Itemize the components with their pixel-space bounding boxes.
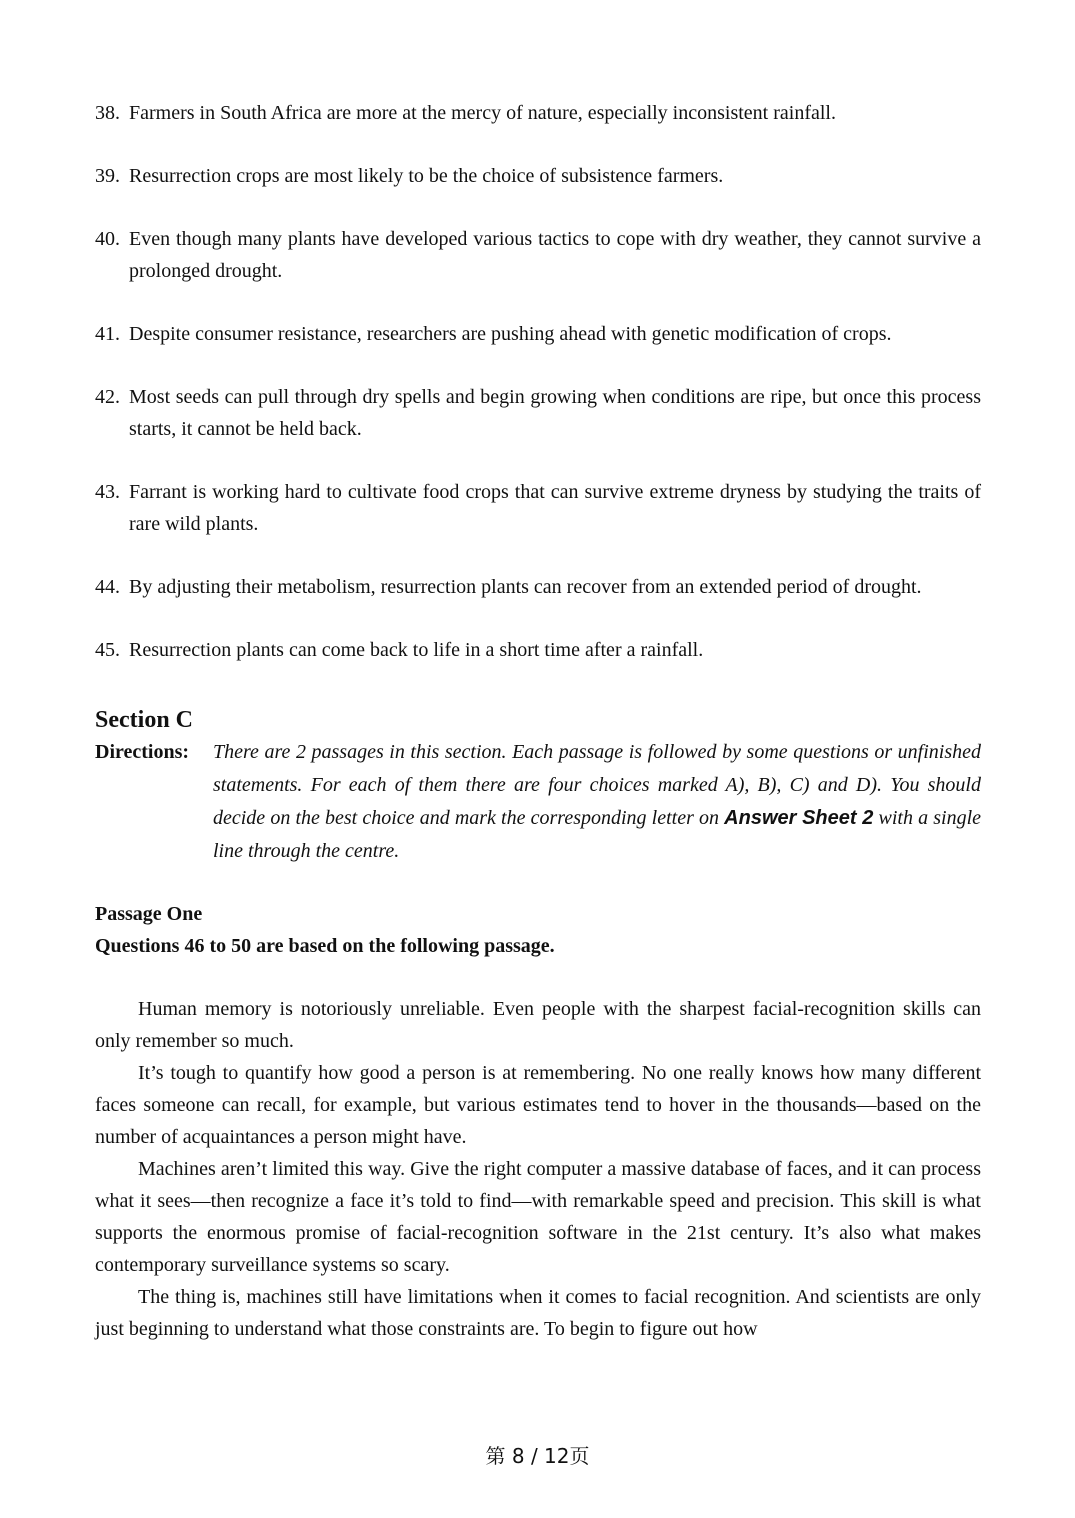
statement-item [95, 97, 981, 129]
passage-paragraph: It’s tough to quantify how good a person is at remembering. No one really knows how many different faces someone can recall, for example, but various estimates tend to hover in the thousands—based on the number of acquaintances a person might have. [95, 1062, 981, 1148]
passage-title: Passage One [95, 903, 203, 925]
directions-text [213, 736, 981, 868]
statement-item [95, 160, 981, 192]
passage-paragraph: Machines aren’t limited this way. Give the right computer a massive database of faces, and it can process what it sees—then recognize a face it’s told to find—with remarkable speed and precision. This skill is what supports the enormous promise of facial-recognition software in the 21st century. It’s also what makes contemporary surveillance systems so scary. [95, 1158, 981, 1276]
statement-text: By adjusting their metabolism, resurrection plants can recover from an extended period of drought. [129, 576, 922, 598]
directions-body: There are 2 passages in this section. Each passage is followed by some questions or unfinished statements. For each of them there are four choices marked A), B), C) and D). You should decide on the best choice and mark the corresponding letter on [213, 741, 981, 829]
directions-tail: with a single line through the centre. [213, 807, 982, 862]
statement-text: Despite consumer resistance, researchers are pushing ahead with genetic modification of crops. [129, 323, 892, 345]
statement-item [95, 571, 981, 603]
passage-subtitle: Questions 46 to 50 are based on the following passage. [95, 935, 555, 957]
passage-paragraph: Human memory is notoriously unreliable. Even people with the sharpest facial-recognition skills can only remember so much. [95, 998, 981, 1052]
statement-item [95, 476, 981, 540]
statement-text: Resurrection crops are most likely to be the choice of subsistence farmers. [129, 165, 724, 187]
statement-number: 42. [95, 386, 120, 408]
statement-text: Farmers in South Africa are more at the mercy of nature, especially inconsistent rainfall. [129, 102, 836, 124]
statement-text: Most seeds can pull through dry spells and begin growing when conditions are ripe, but once this process starts, it cannot be held back. [129, 386, 981, 440]
statement-number: 44. [95, 576, 120, 598]
statement-number: 38. [95, 102, 120, 124]
statement-text: Even though many plants have developed various tactics to cope with dry weather, they cannot survive a prolonged drought. [129, 228, 981, 282]
passage-body [95, 993, 981, 1345]
statement-item [95, 318, 981, 350]
statement-number: 41. [95, 323, 120, 345]
directions-block [95, 736, 981, 868]
statement-number: 45. [95, 639, 120, 661]
statement-item [95, 223, 981, 287]
section-heading: Section C [95, 707, 193, 733]
answer-sheet-label: Answer Sheet 2 [724, 807, 874, 829]
exam-page [95, 97, 981, 1345]
statement-item [95, 634, 981, 666]
statement-text: Farrant is working hard to cultivate food crops that can survive extreme dryness by studying the traits of rare wild plants. [129, 481, 981, 535]
statement-number: 43. [95, 481, 120, 503]
statement-list [95, 97, 981, 666]
passage-paragraph: The thing is, machines still have limitations when it comes to facial recognition. And scientists are only just beginning to understand what those constraints are. To begin to figure out how [95, 1286, 981, 1340]
statement-text: Resurrection plants can come back to life in a short time after a rainfall. [129, 639, 704, 661]
statement-number: 40. [95, 228, 120, 250]
directions-label: Directions: [95, 741, 190, 763]
statement-item [95, 381, 981, 445]
statement-number: 39. [95, 165, 120, 187]
page-number: 第 8 / 12页 [485, 1444, 590, 1468]
